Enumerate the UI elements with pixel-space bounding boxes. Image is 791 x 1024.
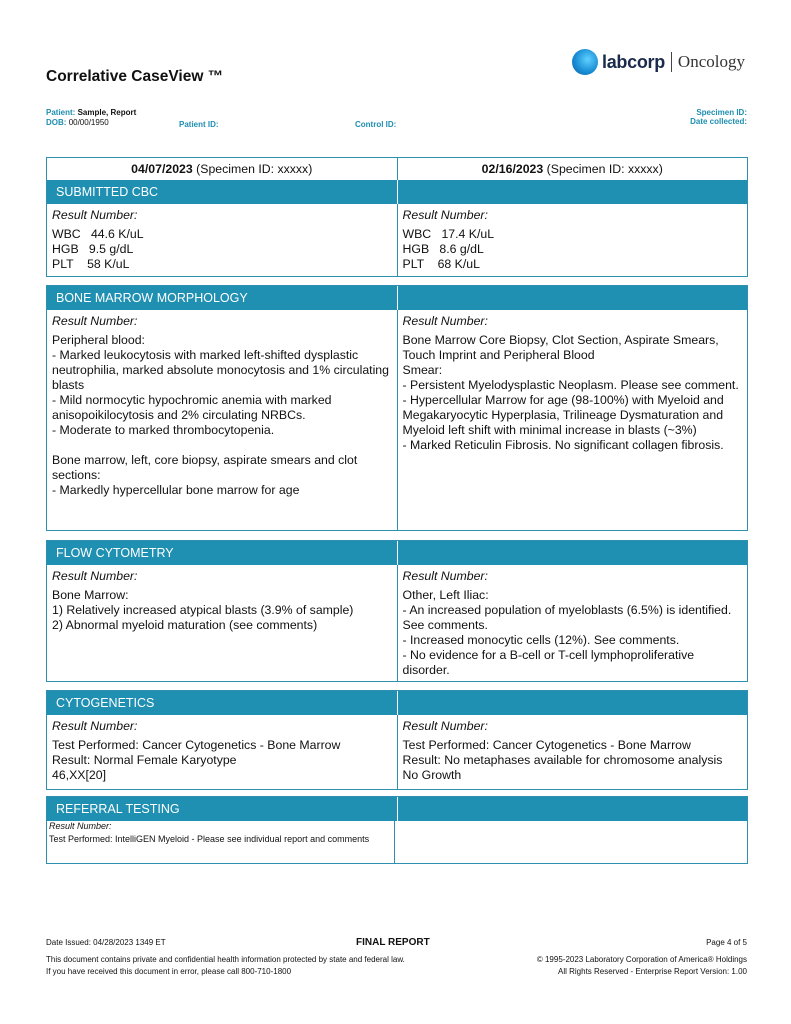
date-issued: Date Issued: 04/28/2023 1349 ET [46,938,166,947]
section-header-cytogenetics [47,691,747,715]
referral-left-text: Test Performed: IntelliGEN Myeloid - Please see individual report and comments [49,834,370,844]
section-header-referral [47,797,747,821]
section-header-blank [398,180,748,204]
specimen-id-label: Specimen ID: [696,108,747,117]
section-title: BONE MARROW MORPHOLOGY [47,286,398,310]
page-title: Correlative CaseView ™ [46,68,224,85]
cbc-row [47,204,747,276]
copyright-1: © 1995-2023 Laboratory Corporation of America® Holdings [536,955,747,964]
control-id-label: Control ID: [355,120,397,129]
flow-table [46,540,748,682]
confidential-notice-2: If you have received this document in error, please call 800-710-1800 [46,967,292,976]
final-report-label: FINAL REPORT [356,937,430,948]
cbc-table [46,157,748,277]
result-number-label: Result Number: [52,314,138,328]
date-header-right [398,158,748,180]
result-number-label: Result Number: [52,719,138,733]
result-number-label: Result Number: [52,569,138,583]
section-header-blank [398,797,748,821]
section-header-blank [398,286,748,310]
specimen-right: (Specimen ID: xxxxx) [546,162,663,176]
morphology-right-cell [398,310,748,530]
company-logo [572,48,745,76]
morphology-table [46,285,748,531]
cytogenetics-left-text: Test Performed: Cancer Cytogenetics - Bone Marrow Result: Normal Female Karyotype 46,XX[20] [52,738,341,782]
result-number-label: Result Number: [402,719,488,733]
patient-label: Patient: [46,108,76,117]
flow-right-cell [398,565,748,681]
referral-row [47,821,747,863]
cbc-plt: PLT 68 K/uL [402,257,480,271]
logo-divider [671,52,672,72]
cytogenetics-row [47,715,747,789]
section-title: FLOW CYTOMETRY [47,541,398,565]
dob-value: 00/00/1950 [68,118,109,127]
section-title: REFERRAL TESTING [47,797,398,821]
section-title: CYTOGENETICS [47,691,398,715]
copyright-2: All Rights Reserved - Enterprise Report Version: 1.00 [558,967,747,976]
flow-left-text: Bone Marrow: 1) Relatively increased atypical blasts (3.9% of sample) 2) Abnormal myeloid maturation (see comments) [52,588,354,632]
section-header-blank [398,541,748,565]
date-left: 04/07/2023 [131,162,193,176]
result-number-label: Result Number: [49,821,112,831]
flow-right-text: Other, Left Iliac: - An increased population of myeloblasts (6.5%) is identified. See comments. - Increased monocytic cells (12%). See comments. - No evidence for a B-cell or T-cell lymphoproliferative disorder. [402,588,732,677]
section-title: SUBMITTED CBC [47,180,398,204]
patient-value: Sample, Report [77,108,137,117]
morphology-row [47,310,747,530]
patient-id-label: Patient ID: [179,120,219,129]
cytogenetics-left-cell [47,715,398,789]
cbc-plt: PLT 58 K/uL [52,257,130,271]
specimen-left: (Specimen ID: xxxxx) [196,162,313,176]
section-header-flow [47,541,747,565]
confidential-notice-1: This document contains private and confidential health information protected by state and federal law. [46,955,405,964]
cytogenetics-right-cell [398,715,748,789]
date-header-row [47,158,747,180]
flow-row [47,565,747,681]
section-header-blank [398,691,748,715]
cbc-wbc: WBC 44.6 K/uL [52,227,144,241]
morphology-right-text: Bone Marrow Core Biopsy, Clot Section, Aspirate Smears, Touch Imprint and Peripheral Blood Smear: - Persistent Myelodysplastic Neoplasm. Please see comment. - Hypercellular Marrow for age (98-100%) with Myeloid and Megakaryocytic Hyperplasia, Trilineage Dysmaturation and Myeloid left shift with minimal increase in blasts (~3%) - Marked Reticulin Fibrosis. No significant collagen fibrosis. [402,333,739,452]
result-number-label: Result Number: [402,208,488,222]
morphology-left-cell [47,310,398,530]
cbc-hgb: HGB 8.6 g/dL [402,242,484,256]
cytogenetics-right-text: Test Performed: Cancer Cytogenetics - Bone Marrow Result: No metaphases available for chromosome analysis No Growth [402,738,723,782]
logo-brand: labcorp [602,51,665,72]
section-header-cbc [47,180,747,204]
flow-left-cell [47,565,398,681]
patient-line [46,108,136,117]
referral-right-cell [395,821,748,863]
referral-table [46,796,748,864]
cbc-right-cell [398,204,748,276]
cbc-left-cell [47,204,398,276]
result-number-label: Result Number: [52,208,138,222]
date-header-left [47,158,398,180]
date-right: 02/16/2023 [481,162,544,176]
referral-left-cell [47,821,395,863]
cbc-hgb: HGB 9.5 g/dL [52,242,134,256]
morphology-left-text: Peripheral blood: - Marked leukocytosis with marked left-shifted dysplastic neutrophilia, marked absolute monocytosis and 1% circulating blasts - Mild normocytic hypochromic anemia with marked anisopoikilocytosis and 2% circulating NRBCs. - Moderate to marked thrombocytopenia. Bone marrow, left, core biopsy, aspirate smears and clot sections: - Markedly hypercellular bone marrow for age [52,333,389,497]
cbc-wbc: WBC 17.4 K/uL [402,227,495,241]
dob-line [46,118,109,127]
result-number-label: Result Number: [402,569,488,583]
cytogenetics-table [46,690,748,790]
logo-unit: Oncology [677,52,745,71]
dob-label: DOB: [46,118,67,127]
result-number-label: Result Number: [402,314,488,328]
date-collected-label: Date collected: [690,117,747,126]
page-number: Page 4 of 5 [706,938,747,947]
labcorp-logo-icon [572,49,598,75]
section-header-morphology [47,286,747,310]
